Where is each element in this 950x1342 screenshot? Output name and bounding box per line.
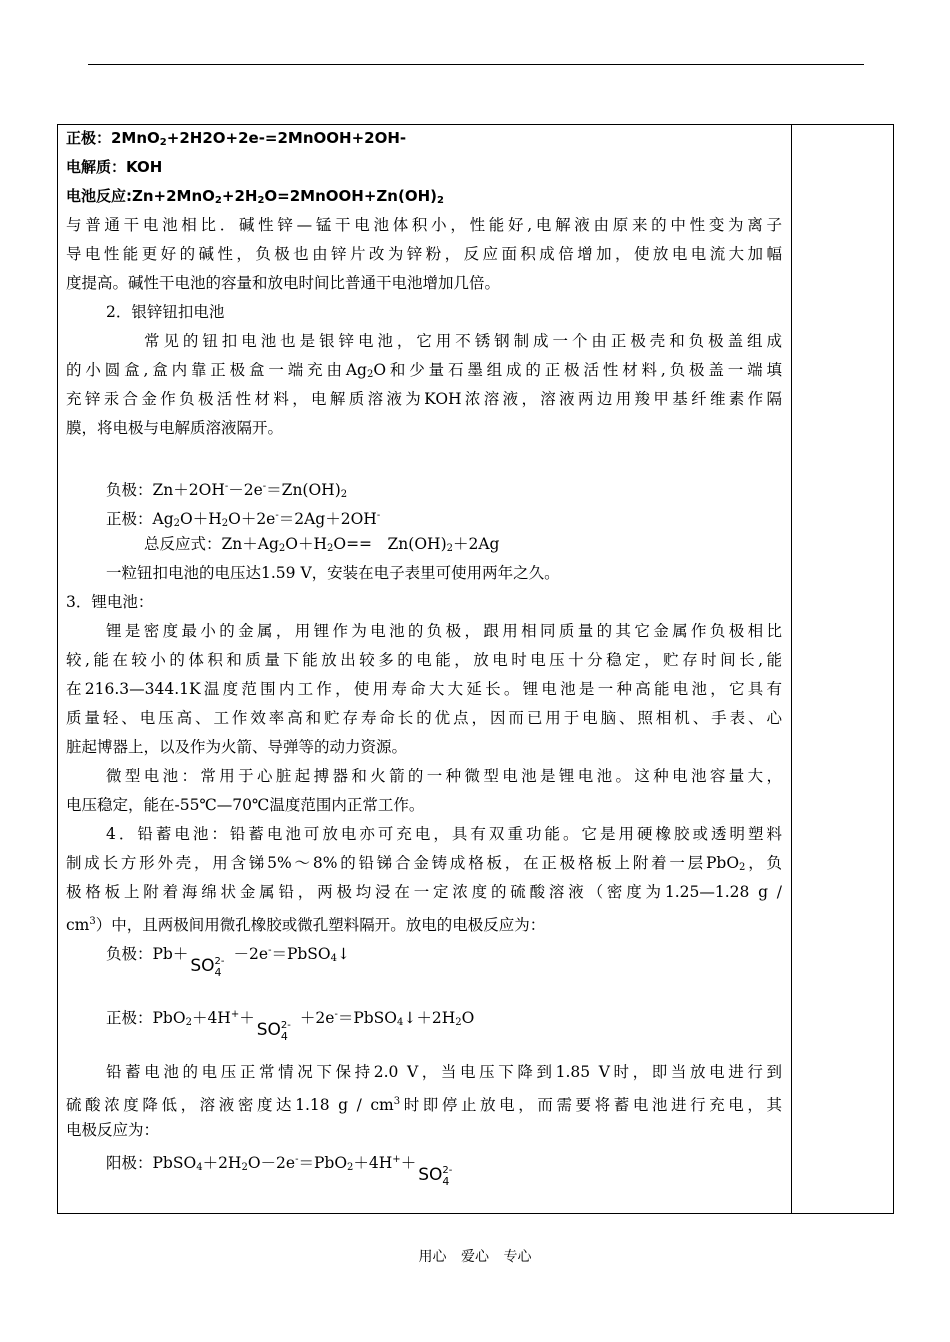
- paragraph-line: 常见的钮扣电池也是银锌电池，它用不锈钢制成一个由正极壳和负极盖组成: [144, 332, 782, 350]
- paragraph-line: 硫酸浓度降低，溶液密度达1.18 g / $cm^3$时即停止放电，而需要将蓄电池进行充电，其: [66, 1096, 782, 1114]
- sulfate-ion: $SO_4^{2-}$: [256, 1020, 291, 1043]
- paragraph-line: 电极反应为：: [66, 1121, 160, 1139]
- paragraph-line: 锂是密度最小的金属，用锂作为电池的负极，跟用相同质量的其它金属作负极相比: [106, 622, 782, 640]
- sulfate-ion: $SO_4^{2-}$: [190, 956, 225, 979]
- paragraph-line: 在216.3—344.1K温度范围内工作，使用寿命大大延长。锂电池是一种高能电池，它具有: [66, 680, 782, 698]
- paragraph-line: 的小圆盒,盒内靠正极盒一端充由$Ag_2O$和少量石墨组成的正极活性材料,负极盖一端填: [66, 361, 782, 380]
- paragraph-line: 导电性能更好的碱性，负极也由锌片改为锌粉，反应面积成倍增加，使放电电流大加幅: [66, 245, 782, 263]
- section-heading: 3．锂电池：: [66, 593, 154, 611]
- sulfate-ion: $SO_4^{2-}$: [418, 1165, 453, 1188]
- overall-reaction-equation: 总反应式：$Zn+Ag_2O+H_2O==$ $Zn(OH)_2+2Ag$: [144, 535, 500, 554]
- paragraph-line: 制成长方形外壳，用含锑5%～8%的铅锑合金铸成格板，在正极格板上附着一层PbO$_2$，负: [66, 854, 782, 873]
- paragraph-line: 度提高。碱性干电池的容量和放电时间比普通干电池增加几倍。: [66, 274, 501, 292]
- paragraph-line: 微型电池：常用于心脏起搏器和火箭的一种微型电池是锂电池。这种电池容量大，: [106, 767, 782, 785]
- section-heading: 2．银锌钮扣电池: [106, 303, 225, 321]
- negative-electrode-equation: 负极：$Zn+2OH^--2e^-=Zn(OH)_2$: [106, 481, 348, 500]
- paragraph-line: 铅蓄电池的电压正常情况下保持2.0 V，当电压下降到1.85 V时，即当放电进行到: [106, 1063, 782, 1081]
- paragraph-line: 一粒钮扣电池的电压达1.59 V，安装在电子表里可使用两年之久。: [106, 564, 560, 582]
- paragraph-line: 电压稳定，能在-55℃—70℃温度范围内正常工作。: [66, 796, 425, 814]
- paragraph-line: 极格板上附着海绵状金属铅，两极均浸在一定浓度的硫酸溶液（密度为1.25—1.28 g /: [66, 883, 782, 901]
- paragraph-line: $cm^3$）中，且两极间用微孔橡胶或微孔塑料隔开。放电的电极反应为：: [66, 916, 546, 934]
- paragraph-line: 充锌汞合金作负极活性材料，电解质溶液为KOH浓溶液，溶液两边用羧甲基纤维素作隔: [66, 390, 782, 408]
- document-body: [66, 124, 782, 1188]
- paragraph-line: 质量轻、电压高、工作效率高和贮存寿命长的优点，因而已用于电脑、照相机、手表、心: [66, 709, 782, 727]
- electrolyte-line: 电解质：KOH: [66, 158, 163, 176]
- page-footer: 用心 爱心 专心: [418, 1249, 532, 1265]
- lead-negative-equation: 负极：$Pb+SO_4^{2-}$ －2e-＝PbSO$_4$↓: [66, 936, 782, 1000]
- positive-electrode-equation: 正极：$Ag_2O+H_2O+2e^-=2Ag+2OH^-$: [106, 510, 381, 529]
- paragraph-line: 膜，将电极与电解质溶液隔开。: [66, 419, 284, 437]
- paragraph-line: 与普通干电池相比．碱性锌—锰干电池体积小，性能好,电解液由原来的中性变为离子: [66, 216, 782, 234]
- cathode-reaction-line: 正极：2MnO$_2$+2H2O+2e-=2MnOOH+2OH-: [66, 129, 407, 148]
- anode-equation: 阳极：$PbSO_4+2H_2O-2e^-=PbO_2+4H^++SO_4^{2-}$: [66, 1145, 782, 1174]
- paragraph-line: 4．铅蓄电池：铅蓄电池可放电亦可充电，具有双重功能。它是用硬橡胶或透明塑料: [106, 825, 782, 843]
- cell-reaction-line: 电池反应$:Zn+2MnO_2+2H_2O=2MnOOH+Zn(OH)_2$: [66, 187, 444, 206]
- column-divider: [791, 125, 792, 1213]
- header-rule: [88, 64, 864, 65]
- paragraph-line: 较,能在较小的体积和质量下能放出较多的电能，放电时电压十分稳定，贮存时间长,能: [66, 651, 782, 669]
- paragraph-line: 脏起博器上，以及作为火箭、导弹等的动力资源。: [66, 738, 408, 756]
- lead-positive-equation: 正极：$PbO_2+4H^++SO_4^{2-}$ $+2e^-=PbSO_4↓+2H_2O$: [66, 1000, 782, 1058]
